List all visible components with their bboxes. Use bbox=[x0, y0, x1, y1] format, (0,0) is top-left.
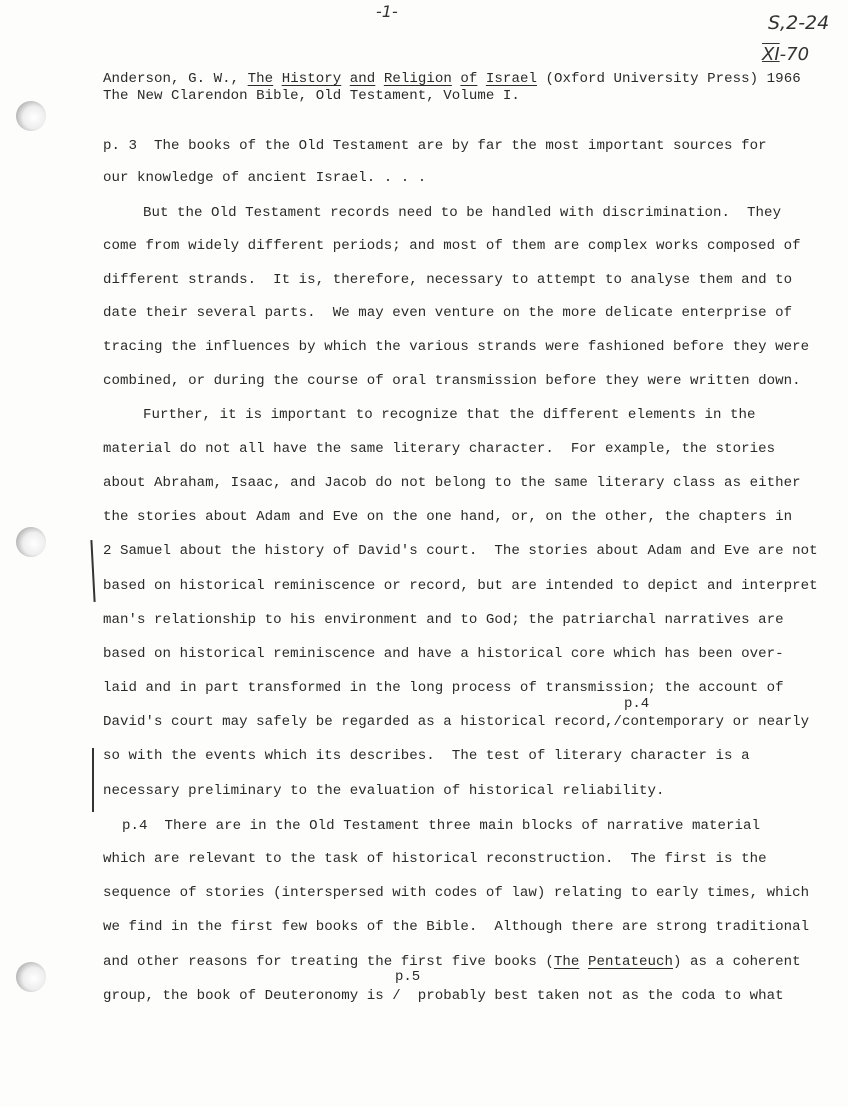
body-text-line bbox=[103, 508, 792, 526]
text-segment: p.4 There are in the Old Testament three main blocks of narrative material bbox=[122, 818, 761, 834]
text-segment: tracing the influences by which the various strands were fashioned before they were bbox=[103, 339, 810, 355]
body-text-line bbox=[103, 474, 801, 492]
page-number-handwritten: -1- bbox=[376, 2, 398, 21]
body-text-line bbox=[103, 645, 784, 663]
underlined-title-text: Religion bbox=[383, 71, 452, 87]
body-text-line bbox=[103, 713, 809, 731]
text-segment: But the Old Testament records need to be handled with discrimination. They bbox=[143, 205, 782, 221]
text-segment: based on historical reminiscence and have a historical core which has been over- bbox=[103, 646, 784, 662]
underlined-title-text: and bbox=[349, 71, 376, 87]
body-text-line bbox=[103, 372, 801, 390]
text-segment: 2 Samuel about the history of David's court. The stories about Adam and Eve are not bbox=[103, 543, 818, 559]
body-text-line bbox=[103, 747, 750, 765]
text-segment: ) as a coherent bbox=[673, 954, 801, 970]
text-segment bbox=[375, 71, 384, 87]
margin-mark bbox=[90, 540, 95, 602]
body-text-line bbox=[103, 304, 792, 322]
citation-line bbox=[103, 70, 801, 88]
underlined-title-text: Pentateuch bbox=[587, 954, 674, 970]
body-text-line bbox=[103, 338, 809, 356]
text-segment: which are relevant to the task of historical reconstruction. The first is the bbox=[103, 851, 767, 867]
text-segment: different strands. It is, therefore, necessary to attempt to analyse them and to bbox=[103, 272, 793, 288]
text-segment: about Abraham, Isaac, and Jacob do not belong to the same literary class as either bbox=[103, 475, 801, 491]
body-text-line bbox=[103, 987, 784, 1005]
year: -70 bbox=[779, 44, 810, 65]
body-text-line bbox=[103, 237, 801, 255]
text-segment: David's court may safely be regarded as a historical record,/contemporary or nearly bbox=[103, 714, 810, 730]
margin-mark bbox=[92, 748, 94, 812]
underlined-title-text: The bbox=[553, 954, 580, 970]
body-text-line bbox=[103, 953, 801, 971]
body-text-line bbox=[103, 782, 665, 800]
punch-hole bbox=[16, 527, 46, 557]
text-segment bbox=[273, 71, 282, 87]
text-segment: date their several parts. We may even venture on the more delicate enterprise of bbox=[103, 305, 793, 321]
body-text-line bbox=[103, 271, 792, 289]
text-segment: man's relationship to his environment and to God; the patriarchal narratives are bbox=[103, 612, 784, 628]
body-text-line bbox=[143, 406, 756, 424]
body-text-line bbox=[103, 577, 818, 595]
text-segment: based on historical reminiscence or record, but are intended to depict and interpret bbox=[103, 578, 818, 594]
text-segment bbox=[579, 954, 588, 970]
body-text-line bbox=[143, 204, 781, 222]
body-text-line bbox=[103, 679, 784, 697]
punch-hole bbox=[16, 101, 46, 131]
text-segment: (Oxford University Press) 1966 bbox=[536, 71, 801, 87]
body-text-line bbox=[103, 440, 775, 458]
text-segment: material do not all have the same literary character. For example, the stories bbox=[103, 441, 776, 457]
text-segment: the stories about Adam and Eve on the one hand, or, on the other, the chapters in bbox=[103, 509, 793, 525]
body-text-line bbox=[103, 542, 818, 560]
text-segment: necessary preliminary to the evaluation of historical reliability. bbox=[103, 783, 665, 799]
text-segment: combined, or during the course of oral transmission before they were written down. bbox=[103, 373, 801, 389]
body-text-line bbox=[103, 850, 767, 868]
text-segment: so with the events which its describes. The test of literary character is a bbox=[103, 748, 750, 764]
text-segment: group, the book of Deuteronomy is / probably best taken not as the coda to what bbox=[103, 988, 784, 1004]
roman-numeral: XI bbox=[762, 44, 780, 65]
underlined-title-text: of bbox=[460, 71, 478, 87]
body-text-line bbox=[103, 611, 784, 629]
body-text-line bbox=[103, 884, 809, 902]
text-segment: laid and in part transformed in the long process of transmission; the account of bbox=[103, 680, 784, 696]
underlined-title-text: History bbox=[281, 71, 342, 87]
citation-line bbox=[103, 87, 520, 105]
text-segment: and other reasons for treating the first five books ( bbox=[103, 954, 554, 970]
text-segment: The New Clarendon Bible, Old Testament, Volume I. bbox=[103, 88, 520, 104]
text-segment bbox=[477, 71, 486, 87]
reference-code-handwritten: S,2-24 bbox=[768, 12, 830, 34]
text-segment: Further, it is important to recognize that the different elements in the bbox=[143, 407, 756, 423]
page-break-note-p4: p.4 bbox=[624, 696, 650, 712]
body-text-line bbox=[103, 918, 809, 936]
body-text-line bbox=[122, 817, 760, 835]
underlined-title-text: Israel bbox=[485, 71, 537, 87]
text-segment: we find in the first few books of the Bible. Although there are strong traditional bbox=[103, 919, 810, 935]
text-segment: our knowledge of ancient Israel. . . . bbox=[103, 170, 427, 186]
underlined-title-text: The bbox=[247, 71, 274, 87]
text-segment: Anderson, G. W., bbox=[103, 71, 248, 87]
punch-hole bbox=[16, 962, 46, 992]
text-segment: sequence of stories (interspersed with codes of law) relating to early times, which bbox=[103, 885, 810, 901]
body-text-line bbox=[103, 137, 767, 155]
body-text-line bbox=[103, 169, 426, 187]
reference-date-handwritten bbox=[762, 44, 809, 65]
text-segment: come from widely different periods; and most of them are complex works composed of bbox=[103, 238, 801, 254]
text-segment: p. 3 The books of the Old Testament are by far the most important sources for bbox=[103, 138, 767, 154]
page-break-note-p5: p.5 bbox=[395, 969, 421, 985]
text-segment bbox=[341, 71, 350, 87]
